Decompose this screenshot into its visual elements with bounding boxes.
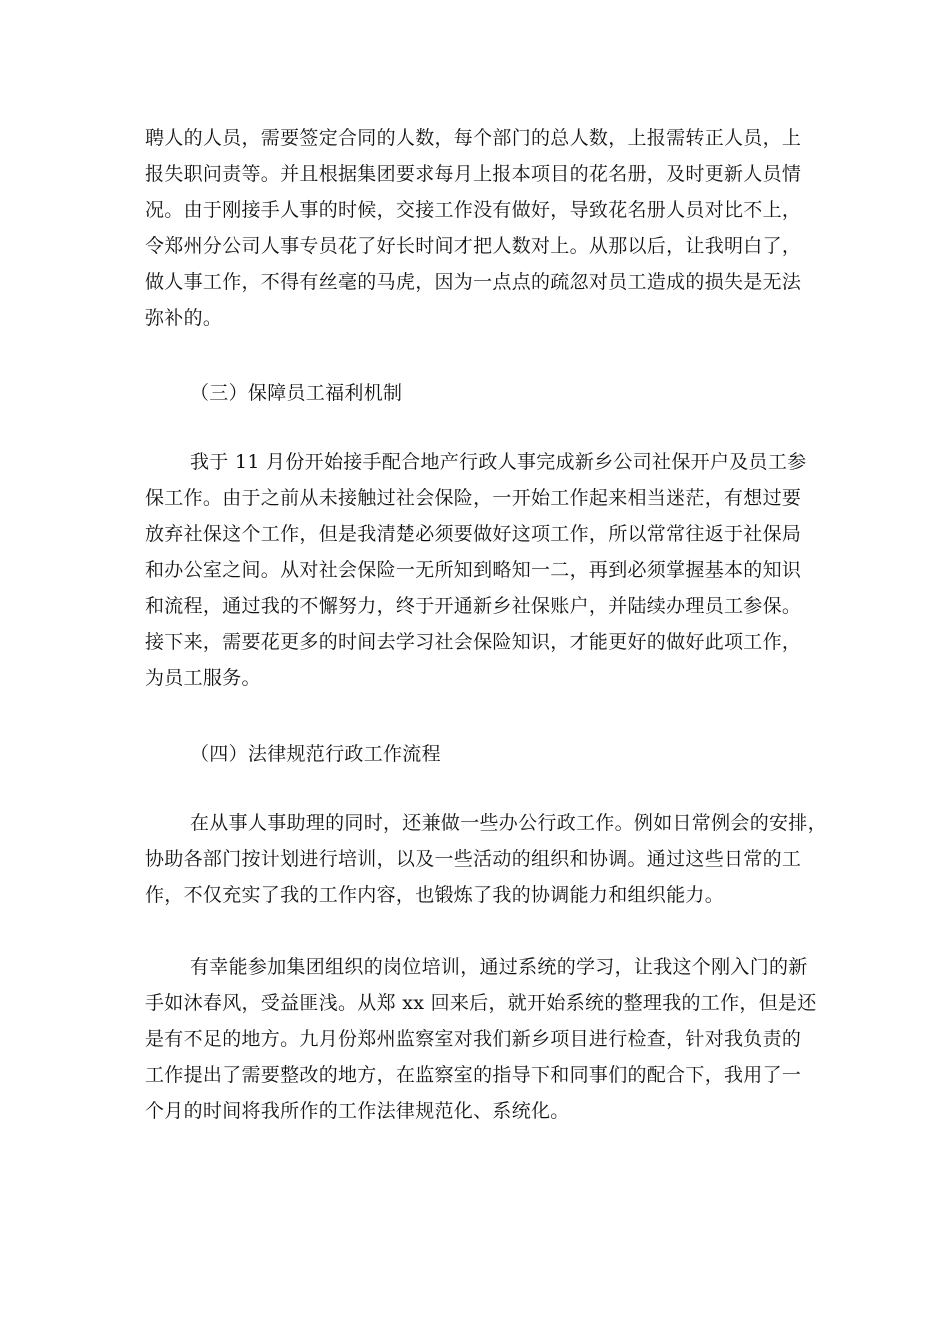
paragraph-2-line-1: 我于 11 月份开始接手配合地产行政人事完成新乡公司社保开户及员工参 — [190, 451, 807, 473]
paragraph-2-line-2: 保工作。由于之前从未接触过社会保险，一开始工作起来相当迷茫，有想过要 — [145, 487, 802, 509]
paragraph-4-line-4: 工作提出了需要整改的地方，在监察室的指导下和同事们的配合下，我用了一 — [145, 1064, 802, 1086]
paragraph-1-line-5: 做人事工作，不得有丝毫的马虎，因为一点点的疏忽对员工造成的损失是无法 — [145, 271, 802, 293]
paragraph-1-line-2: 报失职问责等。并且根据集团要求每月上报本项目的花名册，及时更新人员情 — [145, 163, 802, 185]
paragraph-4-line-2: 手如沐春风，受益匪浅。从郑 xx 回来后，就开始系统的整理我的工作，但是还 — [145, 992, 817, 1014]
paragraph-1-line-3: 况。由于刚接手人事的时候，交接工作没有做好，导致花名册人员对比不上， — [145, 199, 802, 221]
paragraph-1-line-6: 弥补的。 — [145, 307, 223, 329]
paragraph-2-line-5: 和流程，通过我的不懈努力，终于开通新乡社保账户，并陆续办理员工参保。 — [145, 595, 802, 617]
paragraph-3-line-2: 协助各部门按计划进行培训，以及一些活动的组织和协调。通过这些日常的工 — [145, 848, 802, 870]
paragraph-4-line-3: 是有不足的地方。九月份郑州监察室对我们新乡项目进行检查，针对我负责的 — [145, 1028, 802, 1050]
paragraph-4-line-5: 个月的时间将我所作的工作法律规范化、系统化。 — [145, 1100, 570, 1122]
section-heading-4: （四）法律规范行政工作流程 — [190, 743, 441, 765]
paragraph-3-line-3: 作，不仅充实了我的工作内容，也锻炼了我的协调能力和组织能力。 — [145, 884, 725, 906]
section-heading-3: （三）保障员工福利机制 — [190, 382, 403, 404]
paragraph-2-line-4: 和办公室之间。从对社会保险一无所知到略知一二，再到必须掌握基本的知识 — [145, 559, 802, 581]
paragraph-2-line-6: 接下来，需要花更多的时间去学习社会保险知识，才能更好的做好此项工作， — [145, 631, 802, 653]
paragraph-1-line-1: 聘人的人员，需要签定合同的人数，每个部门的总人数，上报需转正人员，上 — [145, 127, 802, 149]
paragraph-3-line-1: 在从事人事助理的同时，还兼做一些办公行政工作。例如日常例会的安排， — [190, 812, 827, 834]
paragraph-1-line-4: 令郑州分公司人事专员花了好长时间才把人数对上。从那以后，让我明白了， — [145, 235, 802, 257]
paragraph-2-line-7: 为员工服务。 — [145, 667, 261, 689]
paragraph-4-line-1: 有幸能参加集团组织的岗位培训，通过系统的学习，让我这个刚入门的新 — [190, 956, 808, 978]
paragraph-2-line-3: 放弃社保这个工作，但是我清楚必须要做好这项工作，所以常常往返于社保局 — [145, 523, 802, 545]
